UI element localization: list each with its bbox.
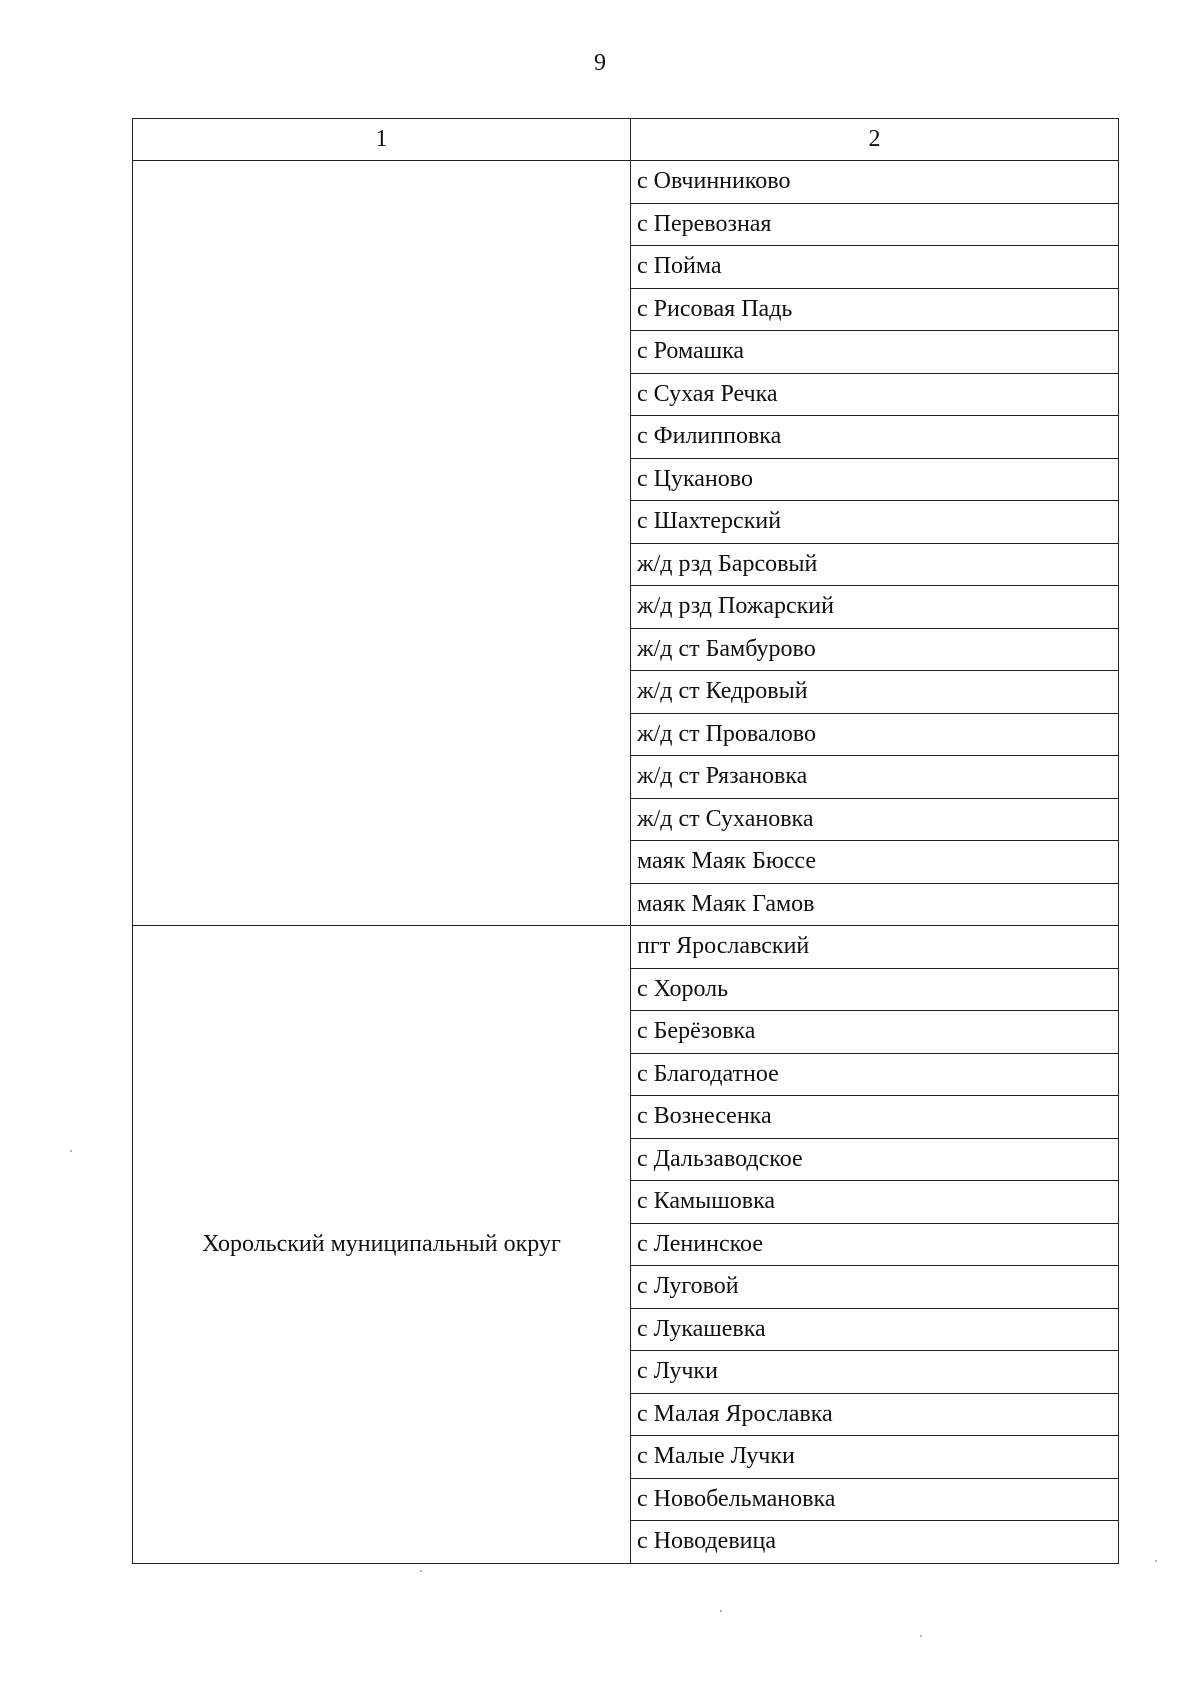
settlement-name: с Новодевица xyxy=(631,1521,1119,1564)
settlement-name: с Ромашка xyxy=(631,331,1119,374)
settlement-name: с Малая Ярославка xyxy=(631,1393,1119,1436)
settlement-name: с Берёзовка xyxy=(631,1011,1119,1054)
settlement-name: ж/д ст Кедровый xyxy=(631,671,1119,714)
settlement-name: с Пойма xyxy=(631,246,1119,289)
settlement-name: с Благодатное xyxy=(631,1053,1119,1096)
settlement-name: ж/д ст Провалово xyxy=(631,713,1119,756)
table-body xyxy=(133,161,1119,1564)
settlement-name: ж/д ст Сухановка xyxy=(631,798,1119,841)
settlement-name: с Камышовка xyxy=(631,1181,1119,1224)
settlement-name: ж/д рзд Барсовый xyxy=(631,543,1119,586)
settlement-name: с Вознесенка xyxy=(631,1096,1119,1139)
settlement-name: с Перевозная xyxy=(631,203,1119,246)
settlement-name: с Ленинское xyxy=(631,1223,1119,1266)
settlement-name: с Хороль xyxy=(631,968,1119,1011)
settlement-name: с Дальзаводское xyxy=(631,1138,1119,1181)
scan-speck xyxy=(720,1610,722,1612)
settlement-name: с Сухая Речка xyxy=(631,373,1119,416)
settlement-name: с Новобельмановка xyxy=(631,1478,1119,1521)
scan-speck xyxy=(920,1635,922,1637)
page-number: 9 xyxy=(594,50,606,76)
settlement-name: ж/д рзд Пожарский xyxy=(631,586,1119,629)
settlement-name: ж/д ст Рязановка xyxy=(631,756,1119,799)
table-row xyxy=(133,161,1119,204)
settlement-name: с Филипповка xyxy=(631,416,1119,459)
header-row xyxy=(133,119,1119,161)
column-header-2: 2 xyxy=(631,119,1119,161)
settlement-name: пгт Ярославский xyxy=(631,926,1119,969)
district-cell-empty xyxy=(133,161,631,926)
settlement-name: с Лучки xyxy=(631,1351,1119,1394)
settlement-name: с Малые Лучки xyxy=(631,1436,1119,1479)
settlement-name: с Рисовая Падь xyxy=(631,288,1119,331)
scan-speck xyxy=(420,1570,422,1572)
settlement-name: с Цуканово xyxy=(631,458,1119,501)
settlement-name: ж/д ст Бамбурово xyxy=(631,628,1119,671)
settlement-name: маяк Маяк Бюссе xyxy=(631,841,1119,884)
settlement-name: с Шахтерский xyxy=(631,501,1119,544)
settlement-name: с Луговой xyxy=(631,1266,1119,1309)
table-row xyxy=(133,926,1119,969)
settlement-name: маяк Маяк Гамов xyxy=(631,883,1119,926)
settlements-table xyxy=(132,118,1119,1564)
column-header-1: 1 xyxy=(133,119,631,161)
district-name: Хорольский муниципальный округ xyxy=(133,926,631,1564)
settlement-name: с Овчинниково xyxy=(631,161,1119,204)
scan-speck xyxy=(70,1150,72,1152)
settlement-name: с Лукашевка xyxy=(631,1308,1119,1351)
scan-speck xyxy=(1155,1560,1157,1562)
